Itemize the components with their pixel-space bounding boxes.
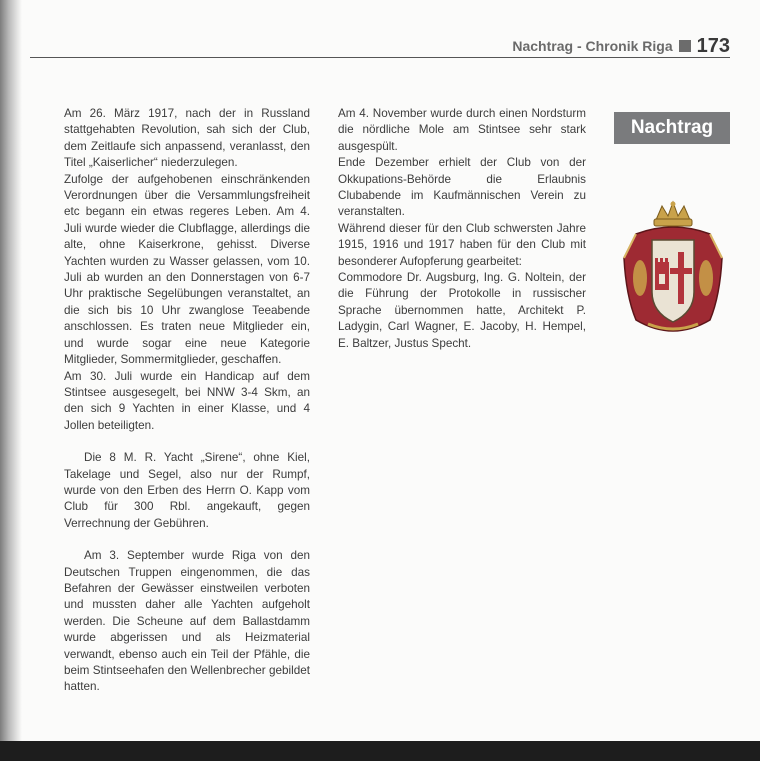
right-text-column	[338, 106, 586, 352]
section-tag: Nachtrag	[614, 112, 730, 144]
paragraph: Am 30. Juli wurde ein Handicap auf dem Stintsee ausgesegelt, bei NNW 3-4 Skm, an den sich 9 Yachten in einer Klasse, und 4 Jollen beteiligten.	[64, 369, 310, 432]
paragraph: Während dieser für den Club schwersten Jahre 1915, 1916 und 1917 haben für den Club mit besonderer Aufopferung gearbeitet:	[338, 221, 586, 268]
paragraph: Am 4. November wurde durch einen Nordsturm die nördliche Mole am Stintsee sehr stark ausgespült.	[338, 107, 586, 153]
square-marker-icon	[679, 40, 691, 52]
page-number: 173	[696, 34, 730, 57]
paragraph: Ende Dezember erhielt der Club von der Okkupations-Behörde die Erlaubnis Clubabende im Kaufmännischen Verein zu veranstalten.	[338, 156, 586, 219]
paragraph: Am 3. September wurde Riga von den Deutschen Truppen eingenommen, die das Befahren der Gewässer einstweilen verboten und mussten daher alle Yachten aufgeholt werden. Die Scheune auf dem Ballastdamm wurde abgerissen und als Heizmaterial verwandt, ebenso auch ein Teil der Pfähle, die beim Stintseehafen den Wellenbrecher gebildet hatten.	[64, 549, 310, 694]
book-gutter-shadow	[0, 0, 22, 761]
running-header	[512, 34, 730, 58]
paragraph: Am 26. März 1917, nach der in Russland stattgehabten Revolution, sah sich der Club, dem Zeitlaufe sich anpassend, veranlasst, den Titel „Kaiserlicher“ niederzulegen.	[64, 107, 310, 170]
paragraph: Commodore Dr. Augsburg, Ing. G. Noltein, der die Führung der Protokolle in russischer Sprache übernommen hatte, Architekt P. Ladygin, Carl Wagner, E. Jacoby, H. Hempel, E. Baltzer, Justus Specht.	[338, 271, 586, 350]
paragraph: Zufolge der aufgehobenen einschränkenden Verordnungen über die Versammlungsfreiheit etc begann ein etwas regeres Leben. Am 4. Juli wurde wieder die Clubflagge, allerdings die alte, ohne Kaiserkrone, gehisst. Diverse Yachten wurden zu Wasser gelassen, vom 10. Juli ab wurden an den Donnerstagen von 6-7 Uhr praktische Segelübungen veranstaltet, an die sich bis 10 Uhr zwanglose Teeabende anschlossen. Es traten neue Mitglieder ein, und wurde sogar eine neue Kategorie Mitglieder, Sommermitglieder, geschaffen.	[64, 172, 310, 367]
paragraph: Die 8 M. R. Yacht „Sirene“, ohne Kiel, Takelage und Segel, also nur der Rumpf, wurde von den Erben des Herrn O. Kapp vom Club für 300 Rbl. angekauft, gegen Verrechnung der Gebühren.	[64, 451, 310, 530]
scan-bottom-edge	[0, 741, 760, 761]
riga-coat-of-arms-icon	[618, 200, 728, 342]
left-text-column	[64, 106, 310, 696]
header-rule	[30, 57, 730, 58]
header-title: Nachtrag - Chronik Riga	[512, 38, 673, 54]
